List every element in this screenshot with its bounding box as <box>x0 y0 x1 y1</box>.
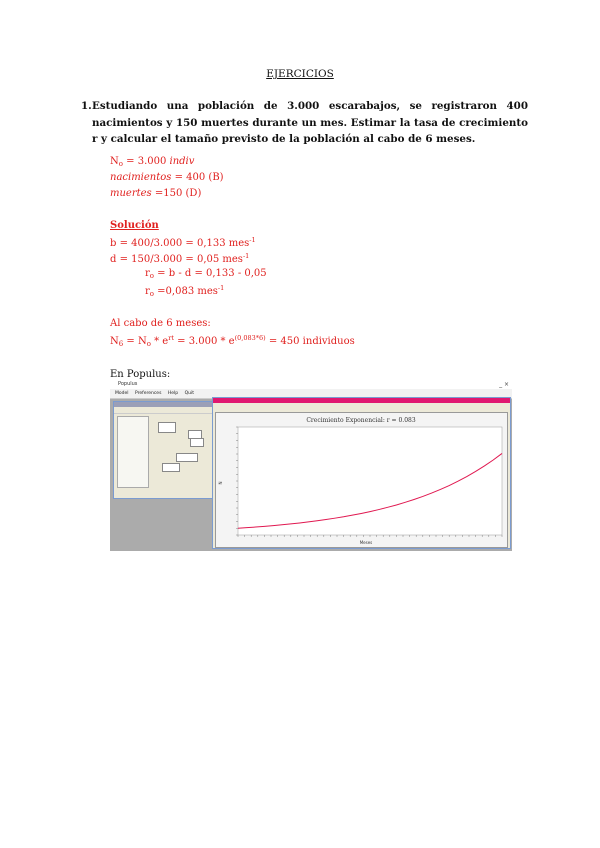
after6-heading: Al cabo de 6 meses: <box>110 318 211 329</box>
parameter-field[interactable] <box>162 463 180 472</box>
n6-label: N <box>110 336 119 347</box>
page-title: EJERCICIOS <box>266 68 334 80</box>
b-line: b = 400/3.000 = 0,133 mes <box>110 238 250 249</box>
axes <box>236 427 502 537</box>
model-type-panel <box>117 416 149 488</box>
eq1: = N <box>123 336 147 347</box>
app-titlebar <box>110 380 512 389</box>
chart-title: Crecimiento Exponencial: r = 0.083 <box>306 417 416 424</box>
n0-value: = 3.000 <box>122 156 170 167</box>
menu-preferences[interactable]: Preferences <box>134 391 162 396</box>
births-label: nacimientos <box>110 172 172 183</box>
r-label: r <box>145 268 150 279</box>
plot-area <box>215 412 508 548</box>
menu-quit[interactable]: Quit <box>184 391 194 396</box>
menu-help[interactable]: Help <box>167 391 179 396</box>
given-births <box>110 172 224 183</box>
given-deaths <box>110 188 201 199</box>
given-n0 <box>110 156 194 168</box>
app-title: Populus <box>118 381 138 387</box>
eq1-sub: o <box>146 340 151 348</box>
model-input-toolbar <box>114 407 214 414</box>
exercise-statement <box>81 98 528 148</box>
populus-label: En Populus: <box>110 369 171 380</box>
menu-model[interactable]: Model <box>115 391 129 396</box>
parameter-field[interactable] <box>190 438 204 447</box>
growth-chart <box>216 413 507 547</box>
parameter-field[interactable] <box>158 422 176 433</box>
b-exp: -1 <box>249 236 256 244</box>
n6-sub: 6 <box>118 340 124 348</box>
eq3-exp: (0,083*6) <box>234 334 266 342</box>
r-sub: o <box>149 272 154 280</box>
x-axis-label: Meses <box>359 540 373 545</box>
exercise-text: Estudiando una población de 3.000 escarabajos, se registraron 400 nacimientos y 150 muertes durante un mes. Estimar la tasa de crecimiento r y calcular el tamaño previsto de la población al cabo de 6 meses. <box>92 100 528 145</box>
eq2: * e <box>150 336 169 347</box>
plot-frame <box>238 427 502 535</box>
y-axis-label: N <box>218 481 223 485</box>
eq4: = 450 individuos <box>265 336 355 347</box>
plot-toolbar <box>213 403 510 410</box>
solution-d <box>110 252 249 265</box>
r2-label: r <box>145 286 150 297</box>
plot-window <box>212 397 511 549</box>
parameter-field[interactable] <box>176 453 198 462</box>
populus-screenshot <box>110 380 512 551</box>
solution-b <box>110 236 256 249</box>
d-line: d = 150/3.000 = 0,05 mes <box>110 254 243 265</box>
births-value: = 400 (B) <box>171 172 224 183</box>
model-input-window <box>113 401 215 499</box>
r2-exp: -1 <box>217 284 225 292</box>
d-exp: -1 <box>242 252 250 260</box>
solution-r <box>145 268 267 280</box>
window-controls-icon[interactable]: _ × <box>499 381 509 388</box>
r2-value: =0,083 mes <box>154 286 218 297</box>
eq2-exp: rt <box>168 334 174 342</box>
deaths-value: =150 (D) <box>151 188 202 199</box>
r2-sub: o <box>149 290 154 298</box>
deaths-label: muertes <box>110 188 152 199</box>
exercise-number: 1. <box>81 100 92 112</box>
after6-equation <box>110 334 355 348</box>
n0-unit: indiv <box>169 156 195 167</box>
r-formula: = b - d = 0,133 - 0,05 <box>154 268 267 279</box>
n0-sub: o <box>118 160 123 168</box>
n0-label: N <box>110 156 119 167</box>
solution-r-value <box>145 284 224 298</box>
eq3: = 3.000 * e <box>173 336 235 347</box>
solution-heading: Solución <box>110 220 159 231</box>
